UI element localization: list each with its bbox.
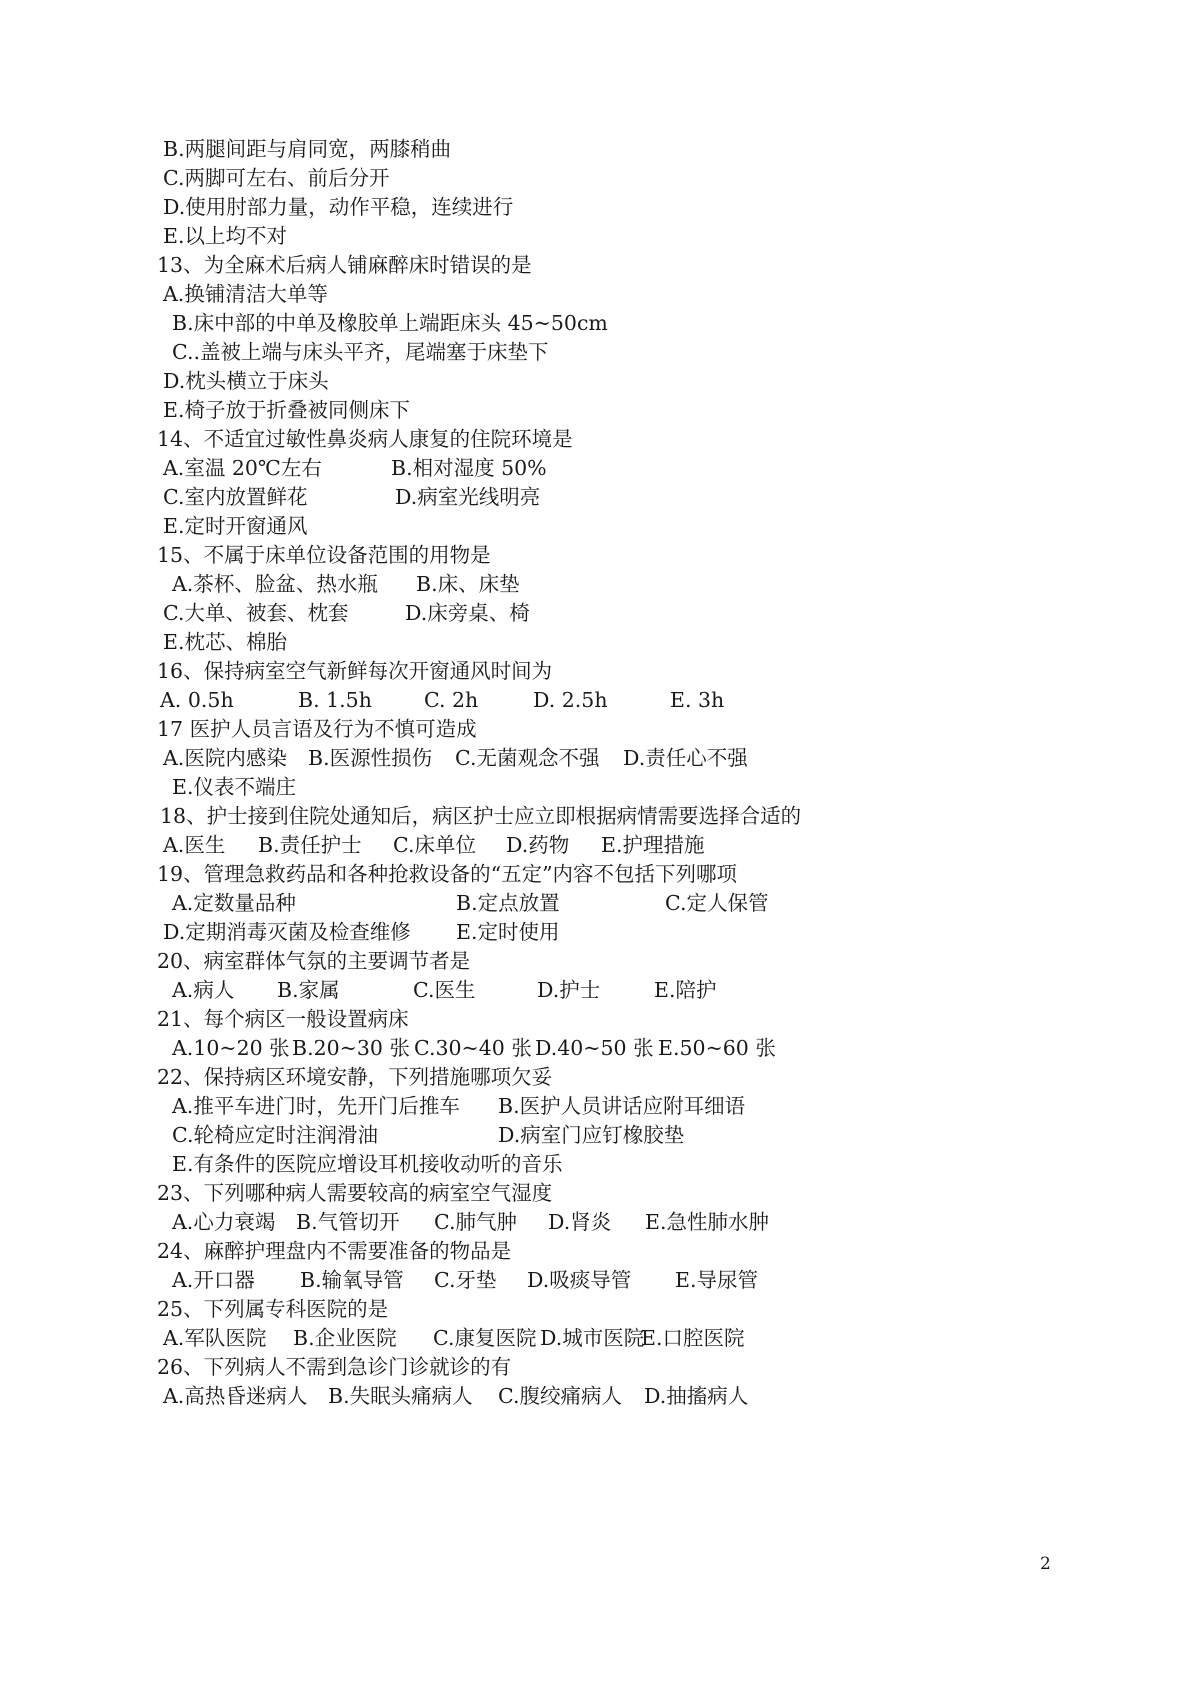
text-segment: E.枕芯、棉胎: [163, 630, 287, 654]
text-segment: 23、下列哪种病人需要较高的病室空气湿度: [157, 1181, 553, 1205]
answer-option: D.肾炎: [548, 1210, 612, 1234]
text-segment: 24、麻醉护理盘内不需要准备的物品是: [157, 1239, 512, 1263]
text-segment: 14、不适宜过敏性鼻炎病人康复的住院环境是: [157, 427, 573, 451]
answer-option: E.50~60 张: [658, 1036, 776, 1060]
text-segment: E.椅子放于折叠被同侧床下: [163, 398, 410, 422]
answer-option: C.医生: [413, 978, 476, 1002]
answer-option: A.定数量品种: [172, 891, 296, 915]
answer-option: A.高热昏迷病人: [163, 1384, 308, 1408]
answer-option: A.开口器: [172, 1268, 255, 1292]
answer-option: D. 2.5h: [533, 688, 608, 712]
answer-option: B.定点放置: [456, 891, 560, 915]
answer-option: B.输氧导管: [300, 1268, 404, 1292]
answer-option: C.轮椅应定时注润滑油: [172, 1123, 378, 1147]
answer-option: A.军队医院: [163, 1326, 267, 1350]
answer-option: C.大单、被套、枕套: [163, 601, 349, 625]
text-segment: C.两脚可左右、前后分开: [163, 166, 390, 190]
answer-option: D.病室光线明亮: [395, 485, 541, 509]
text-segment: E.定时开窗通风: [163, 514, 308, 538]
text-segment: D.使用肘部力量，动作平稳，连续进行: [163, 195, 514, 219]
answer-option: D.护士: [537, 978, 601, 1002]
answer-option: D.病室门应钉橡胶垫: [498, 1123, 685, 1147]
answer-option: C. 2h: [424, 688, 479, 712]
text-segment: 25、下列属专科医院的是: [157, 1297, 389, 1321]
text-segment: E.仪表不端庄: [172, 775, 296, 799]
text-segment: 20、病室群体气氛的主要调节者是: [157, 949, 471, 973]
text-segment: A.换铺清洁大单等: [163, 282, 328, 306]
answer-option: E. 3h: [670, 688, 725, 712]
text-segment: D.枕头横立于床头: [163, 369, 329, 393]
text-segment: 22、保持病区环境安静，下列措施哪项欠妥: [157, 1065, 553, 1089]
answer-option: B.相对湿度 50%: [391, 456, 547, 480]
answer-option: B.床、床垫: [416, 572, 520, 596]
answer-option: C.康复医院: [433, 1326, 537, 1350]
answer-option: B.气管切开: [296, 1210, 400, 1234]
answer-option: E.导尿管: [675, 1268, 758, 1292]
text-segment: C..盖被上端与床头平齐，尾端塞于床垫下: [172, 340, 549, 364]
answer-option: B.家属: [277, 978, 340, 1002]
answer-option: B.失眠头痛病人: [328, 1384, 473, 1408]
answer-option: A. 0.5h: [160, 688, 234, 712]
answer-option: D.40~50 张: [535, 1036, 654, 1060]
answer-option: B.医源性损伤: [308, 746, 433, 770]
text-segment: B.两腿间距与肩同宽，两膝稍曲: [163, 137, 452, 161]
text-segment: B.床中部的中单及橡胶单上端距床头 45~50cm: [172, 311, 608, 335]
answer-option: D.城市医院: [540, 1326, 645, 1350]
answer-option: D.定期消毒灭菌及检查维修: [163, 920, 411, 944]
text-segment: E.以上均不对: [163, 224, 287, 248]
answer-option: C.床单位: [393, 833, 476, 857]
answer-option: D.床旁桌、椅: [405, 601, 530, 625]
answer-option: C.室内放置鲜花: [163, 485, 308, 509]
text-segment: 19、管理急救药品和各种抢救设备的“五定”内容不包括下列哪项: [157, 862, 738, 886]
answer-option: B.20~30 张: [292, 1036, 410, 1060]
answer-option: E.定时使用: [456, 920, 560, 944]
answer-option: E.陪护: [654, 978, 717, 1002]
answer-option: E.急性肺水肿: [645, 1210, 769, 1234]
answer-option: A.医院内感染: [163, 746, 287, 770]
answer-option: A.医生: [163, 833, 226, 857]
text-segment: 17 医护人员言语及行为不慎可造成: [157, 717, 477, 741]
text-segment: E.有条件的医院应增设耳机接收动听的音乐: [172, 1152, 563, 1176]
answer-option: A.室温 20℃左右: [163, 456, 322, 480]
text-segment: 21、每个病区一般设置病床: [157, 1007, 409, 1031]
answer-option: C.定人保管: [665, 891, 769, 915]
answer-option: A.推平车进门时，先开门后推车: [172, 1094, 460, 1118]
text-segment: 16、保持病室空气新鲜每次开窗通风时间为: [157, 659, 553, 683]
answer-option: C.牙垫: [434, 1268, 497, 1292]
answer-option: D.责任心不强: [623, 746, 748, 770]
answer-option: C.30~40 张: [414, 1036, 532, 1060]
page-number: 2: [1040, 1554, 1051, 1574]
answer-option: B.企业医院: [293, 1326, 397, 1350]
answer-option: C.腹绞痛病人: [498, 1384, 622, 1408]
answer-option: A.心力衰竭: [172, 1210, 276, 1234]
answer-option: D.抽搐病人: [644, 1384, 749, 1408]
answer-option: B. 1.5h: [298, 688, 372, 712]
answer-option: B.责任护士: [258, 833, 362, 857]
answer-option: A.茶杯、脸盆、热水瓶: [172, 572, 378, 596]
answer-option: E.口腔医院: [641, 1326, 745, 1350]
text-segment: 15、不属于床单位设备范围的用物是: [157, 543, 491, 567]
answer-option: B.医护人员讲话应附耳细语: [498, 1094, 746, 1118]
answer-option: A.10~20 张: [172, 1036, 290, 1060]
answer-option: D.吸痰导管: [527, 1268, 632, 1292]
text-segment: 18、护士接到住院处通知后，病区护士应立即根据病情需要选择合适的: [160, 804, 802, 828]
answer-option: C.肺气肿: [434, 1210, 517, 1234]
answer-option: C.无菌观念不强: [455, 746, 600, 770]
answer-option: D.药物: [506, 833, 570, 857]
text-segment: 13、为全麻术后病人铺麻醉床时错误的是: [157, 253, 532, 277]
answer-option: E.护理措施: [601, 833, 705, 857]
text-segment: 26、下列病人不需到急诊门诊就诊的有: [157, 1355, 512, 1379]
answer-option: A.病人: [172, 978, 235, 1002]
